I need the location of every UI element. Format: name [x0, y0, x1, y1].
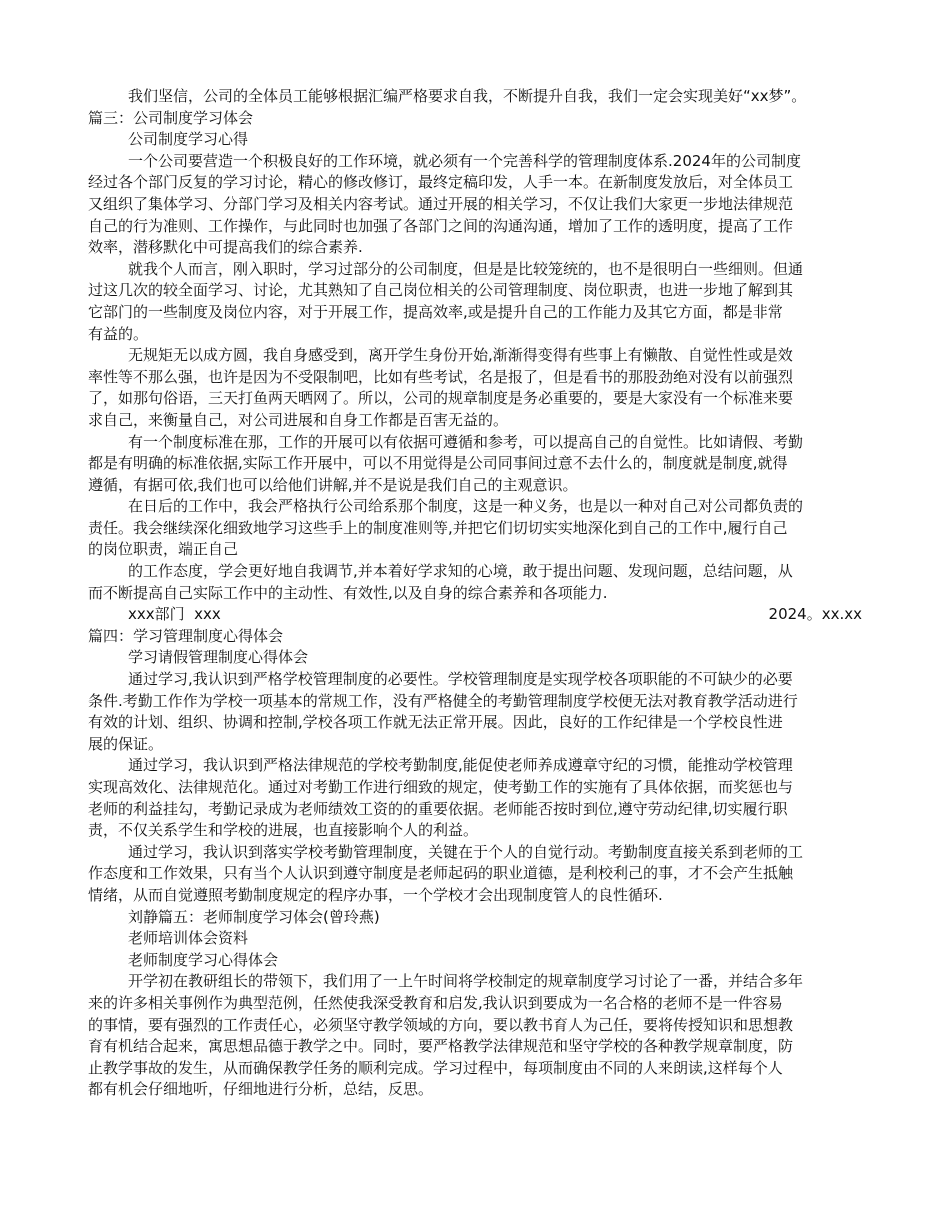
text-line-content: 止教学事故的发生，从而确保教学任务的顺利完成。学习过程中，每项制度由不同的人来朗读,这样每个人: [88, 1058, 783, 1077]
text-line: [88, 777, 862, 799]
text-line: [88, 216, 862, 238]
text-line-content: 有一个制度标准在那，工作的开展可以有依据可遵循和参考，可以提高自己的自觉性。比如请假、考勤: [128, 432, 804, 451]
text-line: [88, 151, 862, 173]
text-line: [88, 194, 862, 216]
text-line-content: 开学初在教研组长的带领下，我们用了一上午时间将学校制定的规章制度学习讨论了一番，并结合多年: [128, 972, 804, 991]
text-line: [88, 820, 862, 842]
text-line-content: 又组织了集体学习、分部门学习及相关内容考试。通过开展的相关学习，不仅让我们大家更一步地法律规范: [88, 194, 794, 213]
text-line-content: 过这几次的较全面学习、讨论，尤其熟知了自己岗位相关的公司管理制度、岗位职责，也进一步地了解到其: [88, 281, 794, 300]
text-line: [88, 410, 862, 432]
text-line-content: 条件.考勤工作作为学校一项基本的常规工作，没有严格健全的考勤管理制度学校便无法对教育教学活动进行: [88, 691, 798, 710]
text-line-content: 了，如那句俗语，三天打鱼两天晒网了。所以，公司的规章制度是务必重要的，要是大家没有一个标准来要: [88, 389, 794, 408]
text-line: [88, 669, 862, 691]
text-line-content: 老师的利益挂勾，考勤记录成为老师绩效工资的的重要依据。老师能否按时到位,遵守劳动纪律,切实履行职: [88, 799, 788, 818]
text-line-content: 我们坚信，公司的全体员工能够根据汇编严格要求自我，不断提升自我，我们一定会实现美好“xx梦”。: [128, 87, 807, 105]
text-line-content: 育有机结合起来，寓思想品德于教学之中。同时，要严格教学法律规范和坚守学校的各种教学规章制度，防: [88, 1037, 794, 1056]
text-line-content: 率性等不那么强，也许是因为不受限制吧，比如有些考试，名是报了，但是看书的那股劲绝对没有以前强烈: [88, 367, 794, 386]
text-line-content: 在日后的工作中，我会严格执行公司给系那个制度，这是一种义务，也是以一种对自己对公司都负责的: [128, 497, 804, 516]
text-line-content: 来的许多相关事例作为典型范例，任然使我深受教育和启发,我认识到要成为一名合格的老师不是一件容易: [88, 993, 783, 1012]
text-line-content: 经过各个部门反复的学习讨论，精心的修改修订，最终定稿印发，人手一本。在新制度发放后，对全体员工: [88, 173, 794, 192]
text-line-content: 责，不仅关系学生和学校的进展，也直接影响个人的利益。: [88, 821, 479, 840]
text-line: [88, 928, 862, 950]
text-line: [88, 1058, 862, 1080]
text-line-content: 有益的。: [88, 324, 149, 343]
text-line: [88, 626, 862, 648]
text-line-content: 的岗位职责，端正自己: [88, 540, 239, 559]
text-line: [88, 561, 862, 583]
text-line-content: 展的保证。: [88, 734, 164, 753]
text-line: [88, 691, 862, 713]
text-line: [88, 971, 862, 993]
text-line-content: 都有机会仔细地听，仔细地进行分析，总结，反思。: [88, 1080, 434, 1099]
text-line-content: 公司制度学习心得: [128, 130, 249, 149]
text-line-content: 作态度和工作效果，只有当个人认识到遵守制度是老师起码的职业道德，是利校利己的事，才不会产生抵触: [88, 864, 794, 883]
text-line-content: 的工作态度，学会更好地自我调节,并本着好学求知的心境，敢于提出问题、发现问题，总结问题，从: [128, 562, 793, 581]
text-line-content: 自己的行为准则、工作操作，与此同时也加强了各部门之间的沟通沟通，增加了工作的透明度，提高了工作: [88, 216, 794, 235]
text-line-content: 老师培训体会资料: [128, 929, 249, 948]
text-line: [88, 583, 862, 605]
text-line-content: 通过学习,我认识到严格学校管理制度的必要性。学校管理制度是实现学校各项职能的不可缺少的必要: [128, 670, 793, 689]
text-line: [88, 604, 862, 626]
text-line-content: 一个公司要营造一个积极良好的工作环境，就必须有一个完善科学的管理制度体系.2024年的公司制度: [128, 151, 801, 170]
text-line: [88, 324, 862, 346]
text-line: [88, 388, 862, 410]
text-line-content: 而不断提高自己实际工作中的主动性、有效性,以及自身的综合素养和各项能力.: [88, 583, 608, 602]
text-line-content: 都是有明确的标准依据,实际工作开展中，可以不用觉得是公司同事间过意不去什么的，制度就是制度,就得: [88, 454, 788, 473]
text-line: [88, 885, 862, 907]
text-line: [88, 863, 862, 885]
text-line-content: 情绪，从而自觉遵照考勤制度规定的程序办事，一个学校才会出现制度管人的良性循环.: [88, 885, 663, 904]
text-line: [88, 1036, 862, 1058]
text-line: [88, 237, 862, 259]
text-line-content: 通过学习，我认识到严格法律规范的学校考勤制度,能促使老师养成遵章守纪的习惯，能推动学校管理: [128, 756, 793, 775]
text-line-content: 的事情，要有强烈的工作责任心，必须坚守教学领域的方向，要以教书育人为己任，要将传授知识和思想教: [88, 1015, 794, 1034]
text-line: [88, 86, 862, 108]
text-line-content: 就我个人而言，刚入职时，学习过部分的公司制度，但是是比较笼统的，也不是很明白一些细则。但通: [128, 259, 804, 278]
text-line: [88, 475, 862, 497]
text-line: [88, 799, 862, 821]
text-line-content: 遵循，有据可依,我们也可以给他们讲解,并不是说是我们自己的主观意识。: [88, 475, 578, 494]
text-line: [88, 993, 862, 1015]
text-line-content: 实现高效化、法律规范化。通过对考勤工作进行细致的规定，使考勤工作的实施有了具体依据，而奖惩也与: [88, 778, 794, 796]
text-line: [88, 129, 862, 151]
document-body: [88, 86, 862, 1101]
text-line: [88, 539, 862, 561]
text-line-content: 刘静篇五：老师制度学习体会(曾玲燕): [128, 907, 380, 926]
text-line-content: 篇四：学习管理制度心得体会: [88, 626, 284, 645]
text-line: [88, 712, 862, 734]
signature-department: xxx部门 xxx: [128, 605, 221, 624]
text-line-content: 求自己，来衡量自己，对公司进展和自身工作都是百害无益的。: [88, 410, 509, 429]
text-line: [88, 1015, 862, 1037]
text-line-content: 篇三：公司制度学习体会: [88, 108, 254, 127]
text-line: [88, 842, 862, 864]
text-line: [88, 345, 862, 367]
text-line: [88, 453, 862, 475]
text-line: [88, 302, 862, 324]
text-line: [88, 172, 862, 194]
text-line-content: 它部门的一些制度及岗位内容，对于开展工作，提高效率,或是提升自己的工作能力及其它方面，都是非常: [88, 302, 783, 321]
text-line: [88, 432, 862, 454]
text-line-content: 学习请假管理制度心得体会: [128, 648, 309, 667]
text-line: [88, 259, 862, 281]
text-line: [88, 950, 862, 972]
text-line: [88, 907, 862, 929]
text-line: [88, 518, 862, 540]
text-line: [88, 496, 862, 518]
text-line: [88, 108, 862, 130]
text-line-content: 有效的计划、组织、协调和控制,学校各项工作就无法正常开展。因此，良好的工作纪律是一个学校良性进: [88, 713, 783, 732]
text-line: [88, 367, 862, 389]
text-line: [88, 755, 862, 777]
text-line: [88, 280, 862, 302]
text-line: [88, 734, 862, 756]
text-line: [88, 647, 862, 669]
text-line-content: 老师制度学习心得体会: [128, 950, 279, 969]
text-line-content: 效率，潜移默化中可提高我们的综合素养.: [88, 238, 363, 257]
text-line-content: 责任。我会继续深化细致地学习这些手上的制度准则等,并把它们切切实实地深化到自己的工作中,履行自己: [88, 518, 788, 537]
signature-date: 2024。xx.xx: [768, 605, 862, 624]
text-line-content: 通过学习，我认识到落实学校考勤管理制度，关键在于个人的自觉行动。考勤制度直接关系到老师的工: [128, 842, 804, 861]
text-line-content: 无规矩无以成方圆，我自身感受到，离开学生身份开始,渐渐得变得有些事上有懒散、自觉性性或是效: [128, 346, 793, 365]
text-line: [88, 1079, 862, 1101]
